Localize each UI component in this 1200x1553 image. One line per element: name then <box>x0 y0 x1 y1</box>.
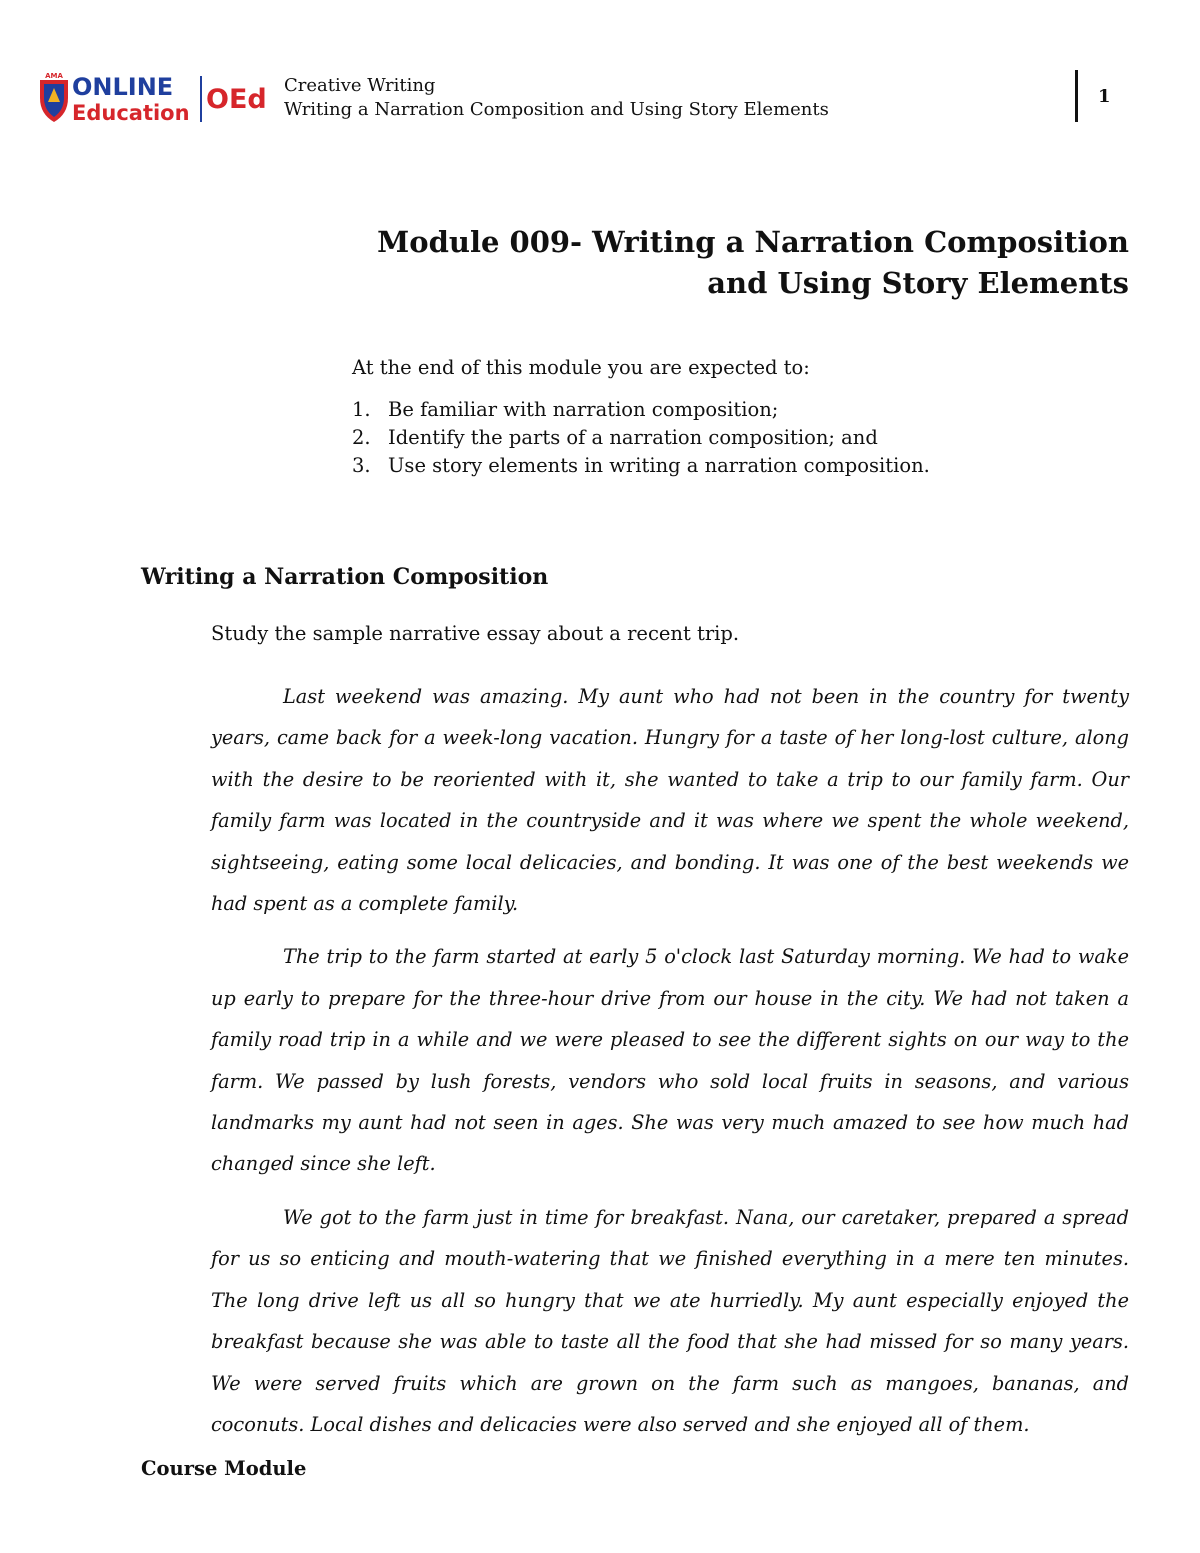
crest-icon <box>40 72 68 122</box>
footer-label: Course Module <box>141 1457 307 1480</box>
course-title: Creative Writing <box>284 75 436 96</box>
list-item-number: 3. <box>352 454 371 477</box>
list-item-number: 1. <box>352 398 371 421</box>
logo-graphic <box>38 70 274 126</box>
module-subtitle: Writing a Narration Composition and Using Story Elements <box>284 99 829 120</box>
running-header <box>284 74 829 122</box>
logo-brand-bottom: Education <box>72 101 190 125</box>
module-title-line-2: and Using Story Elements <box>707 266 1129 300</box>
list-item <box>352 452 1132 480</box>
objectives-intro: At the end of this module you are expected to: <box>352 356 810 379</box>
list-item-number: 2. <box>352 426 371 449</box>
essay-paragraph-2: The trip to the farm started at early 5 o'clock last Saturday morning. We had to wake up early to prepare for the three-hour drive from our house in the city. We had not taken a family road trip in a while and we were pleased to see the different sights on our way to the farm. We passed by lush forests, vendors who sold local fruits in seasons, and various landmarks my aunt had not seen in ages. She was very much amazed to see how much had changed since she left. <box>211 945 1129 1176</box>
essay-paragraph-3: We got to the farm just in time for breakfast. Nana, our caretaker, prepared a spread for us so enticing and mouth-watering that we finished everything in a mere ten minutes. The long drive left us all so hungry that we ate hurriedly. My aunt especially enjoyed the breakfast because she was able to taste all the food that she had missed for so many years. We were served fruits which are grown on the farm such as mangoes, bananas, and coconuts. Local dishes and delicacies were also served and she enjoyed all of them. <box>211 1205 1129 1436</box>
crest-text: AMA <box>45 72 63 80</box>
list-item-text: Be familiar with narration composition; <box>388 398 779 421</box>
essay-paragraph-1: Last weekend was amazing. My aunt who had not been in the country for twenty years, came back for a week-long vacation. Hungry for a taste of her long-lost culture, along with the desire to be reoriented with it, she wanted to take a trip to our family farm. Our family farm was located in the countryside and it was where we spent the whole weekend, sightseeing, eating some local delicacies, and bonding. It was one of the best weekends we had spent as a complete family. <box>211 685 1129 916</box>
page-number: 1 <box>1098 86 1111 107</box>
logo-separator <box>200 76 202 122</box>
header-divider <box>1075 70 1078 122</box>
logo-brand-abbrev: OEd <box>206 84 267 115</box>
learning-objectives <box>352 354 1132 480</box>
logo-brand-top: ONLINE <box>72 73 174 101</box>
list-item-text: Identify the parts of a narration composition; and <box>388 426 878 449</box>
study-instruction: Study the sample narrative essay about a recent trip. <box>211 622 740 645</box>
section-heading: Writing a Narration Composition <box>141 564 549 590</box>
objectives-list <box>352 396 1132 480</box>
list-item <box>352 396 1132 424</box>
module-title-line-1: Module 009- Writing a Narration Composition <box>377 225 1129 259</box>
online-education-logo <box>38 70 274 126</box>
list-item-text: Use story elements in writing a narration composition. <box>388 454 930 477</box>
module-title <box>377 222 1129 304</box>
list-item <box>352 424 1132 452</box>
sample-essay <box>211 676 1129 1457</box>
